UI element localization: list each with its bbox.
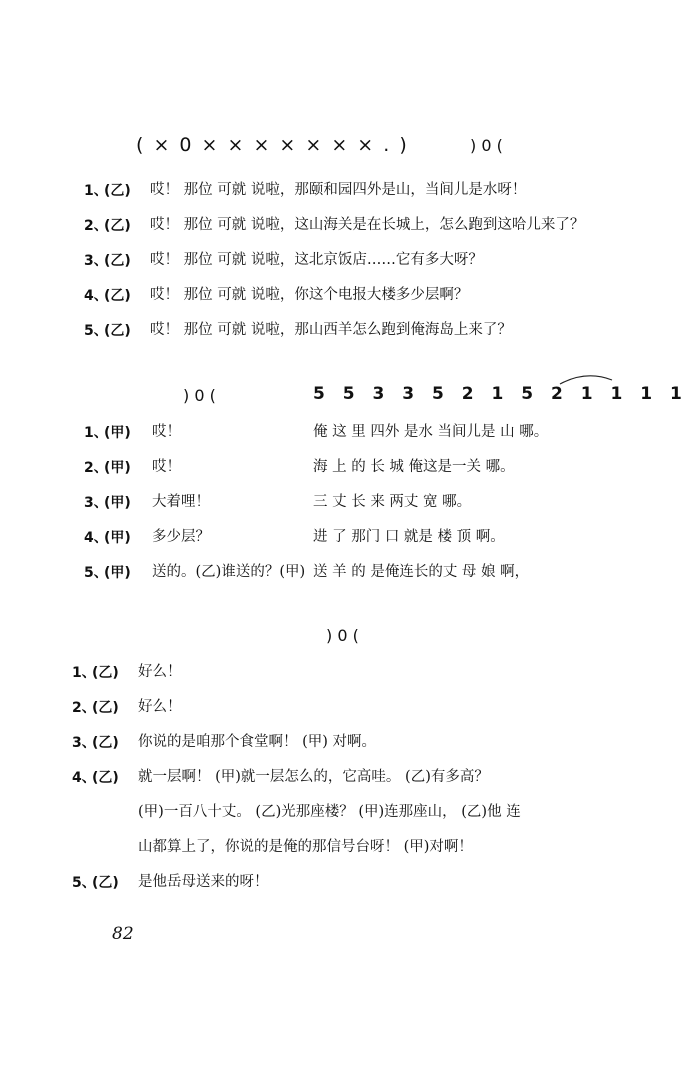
line-text: 就一层啊！ (甲)就一层怎么的，它高哇。 (乙)有多高？ [138,769,489,785]
line-text: 是他岳母送来的呀！ [138,874,269,890]
role-tag: (乙) [92,735,119,751]
line-number: 5、 [84,565,108,581]
line-text: 山都算上了，你说的是俺的那信号台呀！ (甲)对啊！ [138,839,473,855]
section2-melody-notation: 5 5 3 3 5 2 1 5 2 1 1 1 1 [313,384,688,404]
cue-text: 哎！ [152,424,181,440]
line-number: 2、 [84,460,108,476]
slur-mark [556,370,616,386]
line-text: (甲)一百八十丈。 (乙)光那座楼？ (甲)连那座山， (乙)他 连 [138,804,521,820]
line-number: 5、 [72,875,96,891]
role-tag: (乙) [92,875,119,891]
cue-text: 哎！ [152,459,181,475]
page-number: 82 [112,924,134,944]
role-tag: (乙) [104,288,131,304]
line-text: 哎！ 那位 可就 说啦，那山西羊怎么跑到俺海岛上来了？ [150,322,512,338]
role-tag: (乙) [104,323,131,339]
line-number: 2、 [84,218,108,234]
line-number: 4、 [84,288,108,304]
line-number: 4、 [84,530,108,546]
cue-text: 送的。(乙)谁送的？(甲) [152,564,306,580]
line-number: 4、 [72,770,96,786]
line-number: 1、 [84,183,108,199]
line-number: 2、 [72,700,96,716]
lyric-text: 进 了 那门 口 就是 楼 顶 啊。 [313,529,505,545]
role-tag: (乙) [104,253,131,269]
line-number: 1、 [84,425,108,441]
line-text: 哎！ 那位 可就 说啦，这北京饭店……它有多大呀？ [150,252,483,268]
line-number: 5、 [84,323,108,339]
line-text: 哎！ 那位 可就 说啦，这山海关是在长城上，怎么跑到这哈儿来了？ [150,217,585,233]
section3-notation: ) 0 ( [326,626,359,645]
lyric-text: 送 羊 的 是俺连长的丈 母 娘 啊， [313,564,530,580]
cue-text: 大着哩！ [152,494,210,510]
cue-text: 多少层？ [152,529,210,545]
lyric-text: 俺 这 里 四外 是水 当间儿是 山 哪。 [313,424,549,440]
line-number: 3、 [72,735,96,751]
section1-notation-left: ( × 0 × × × × × × × . ) [136,134,409,156]
line-text: 哎！ 那位 可就 说啦，那颐和园四外是山，当间儿是水呀！ [150,182,527,198]
role-tag: (乙) [104,183,131,199]
role-tag: (甲) [104,425,131,441]
section1-notation-right: ) 0 ( [470,136,503,155]
role-tag: (甲) [104,495,131,511]
line-text: 好么！ [138,699,182,715]
lyric-text: 三 丈 长 来 两丈 宽 哪。 [313,494,472,510]
role-tag: (乙) [92,770,119,786]
line-text: 你说的是咱那个食堂啊！ (甲) 对啊。 [138,734,377,750]
line-number: 3、 [84,253,108,269]
role-tag: (甲) [104,460,131,476]
role-tag: (甲) [104,565,131,581]
line-number: 1、 [72,665,96,681]
line-number: 3、 [84,495,108,511]
section2-notation-left: ) 0 ( [183,386,216,405]
lyric-text: 海 上 的 长 城 俺这是一关 哪。 [313,459,515,475]
role-tag: (甲) [104,530,131,546]
line-text: 好么！ [138,664,182,680]
role-tag: (乙) [104,218,131,234]
role-tag: (乙) [92,700,119,716]
line-text: 哎！ 那位 可就 说啦，你这个电报大楼多少层啊？ [150,287,469,303]
role-tag: (乙) [92,665,119,681]
